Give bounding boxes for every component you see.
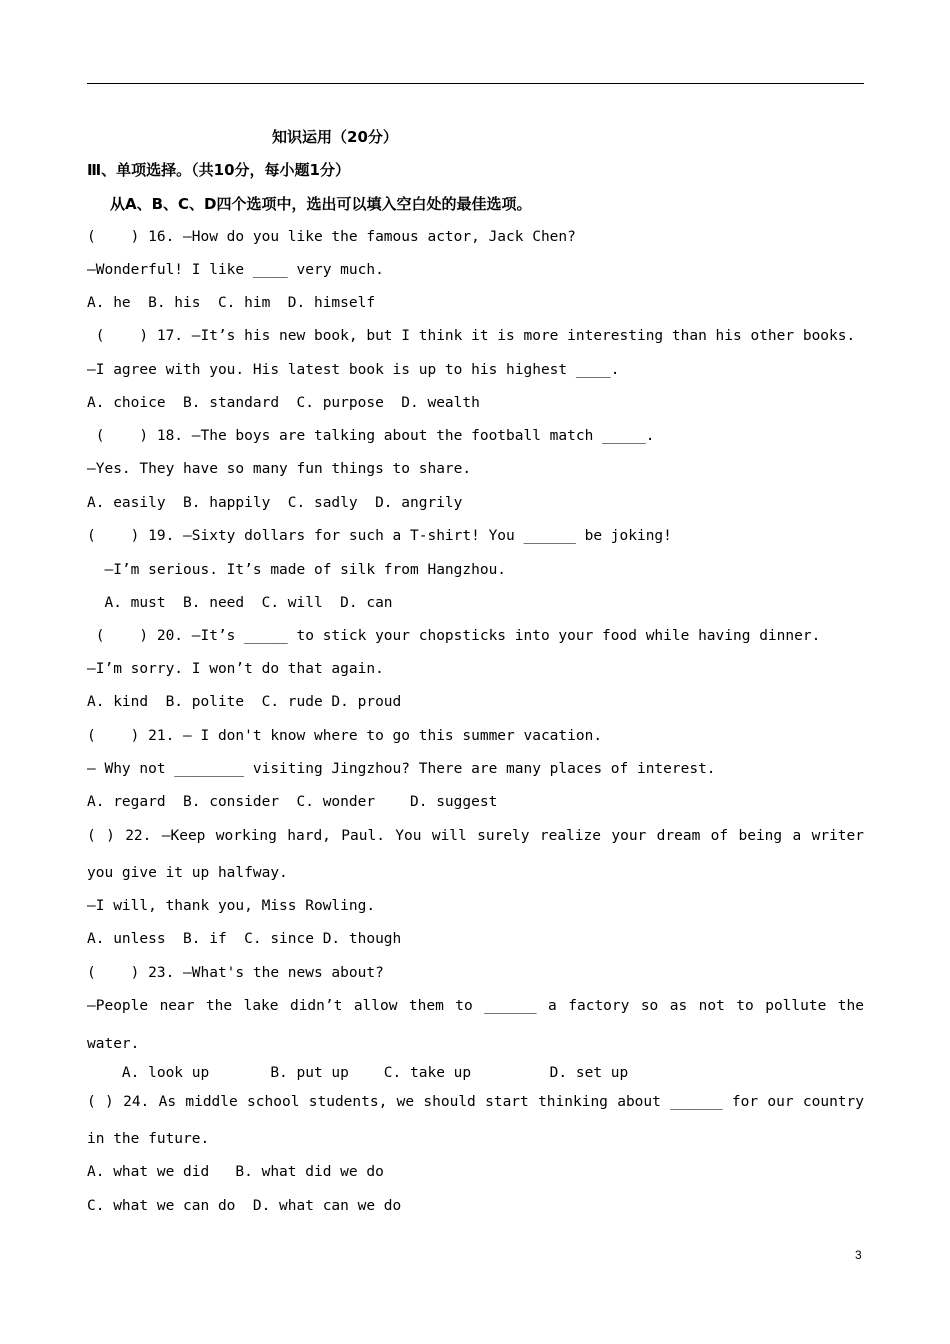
question-17-reply: —I agree with you. His latest book is up to his highest ____. bbox=[87, 362, 620, 378]
question-21-reply: — Why not ________ visiting Jingzhou? There are many places of interest. bbox=[87, 761, 716, 777]
question-23-reply-continued: water. bbox=[87, 1036, 140, 1052]
question-23-reply: —People near the lake didn’t allow them to ______ a factory so as not to pollute the bbox=[87, 998, 864, 1014]
question-22-stem: ( ) 22. —Keep working hard, Paul. You will surely realize your dream of being a writer bbox=[87, 828, 864, 844]
question-19-stem: ( ) 19. —Sixty dollars for such a T-shirt! You ______ be joking! bbox=[87, 528, 672, 544]
page-number: 3 bbox=[855, 1248, 862, 1262]
question-24-options-cd: C. what we can do D. what can we do bbox=[87, 1198, 402, 1214]
question-21-options: A. regard B. consider C. wonder D. suggest bbox=[87, 794, 498, 810]
question-20-options: A. kind B. polite C. rude D. proud bbox=[87, 694, 402, 710]
question-19-options: A. must B. need C. will D. can bbox=[87, 595, 393, 611]
question-20-stem: ( ) 20. —It’s _____ to stick your chopsticks into your food while having dinner. bbox=[87, 628, 821, 644]
section-title: 知识运用（20分） bbox=[272, 128, 398, 146]
question-17-stem: ( ) 17. —It’s his new book, but I think it is more interesting than his other books. bbox=[87, 328, 856, 344]
question-17-options: A. choice B. standard C. purpose D. wealth bbox=[87, 395, 480, 411]
question-16-options: A. he B. his C. him D. himself bbox=[87, 295, 376, 311]
question-24-stem-continued: in the future. bbox=[87, 1131, 210, 1147]
section-instruction: 从A、B、C、D四个选项中，选出可以填入空白处的最佳选项。 bbox=[110, 195, 532, 213]
question-23-stem: ( ) 23. —What's the news about? bbox=[87, 965, 384, 981]
question-16-reply: —Wonderful! I like ____ very much. bbox=[87, 262, 384, 278]
question-19-reply: —I’m serious. It’s made of silk from Hangzhou. bbox=[87, 562, 507, 578]
question-22-options: A. unless B. if C. since D. though bbox=[87, 931, 402, 947]
question-24-options-ab: A. what we did B. what did we do bbox=[87, 1164, 384, 1180]
question-18-options: A. easily B. happily C. sadly D. angrily bbox=[87, 495, 463, 511]
question-18-reply: —Yes. They have so many fun things to share. bbox=[87, 461, 472, 477]
header-rule bbox=[87, 83, 864, 84]
question-20-reply: —I’m sorry. I won’t do that again. bbox=[87, 661, 384, 677]
question-22-reply: —I will, thank you, Miss Rowling. bbox=[87, 898, 376, 914]
section-heading: Ⅲ、单项选择。（共10分，每小题1分） bbox=[87, 161, 350, 179]
question-16-stem: ( ) 16. —How do you like the famous actor, Jack Chen? bbox=[87, 229, 576, 245]
question-24-stem: ( ) 24. As middle school students, we should start thinking about ______ for our country bbox=[87, 1094, 864, 1110]
question-23-options: A. look up B. put up C. take up D. set up bbox=[87, 1065, 629, 1081]
question-18-stem: ( ) 18. —The boys are talking about the football match _____. bbox=[87, 428, 655, 444]
question-22-stem-continued: you give it up halfway. bbox=[87, 865, 288, 881]
question-21-stem: ( ) 21. — I don't know where to go this summer vacation. bbox=[87, 728, 603, 744]
